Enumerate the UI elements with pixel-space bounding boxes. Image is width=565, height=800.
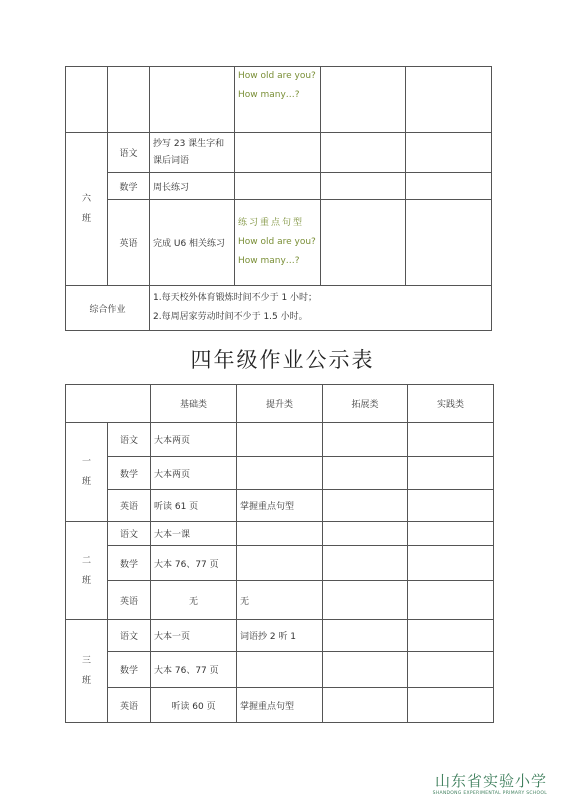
subject-cell: 英语 (108, 688, 151, 723)
improve-line-3: How many…? (238, 256, 300, 266)
continuation-line-1: How old are you? (238, 71, 316, 81)
page-title: 四年级作业公示表 (190, 348, 375, 372)
basic-cell: 听读 60 页 (151, 688, 237, 723)
table-row (66, 522, 494, 546)
continuation-improve-cell (235, 67, 321, 133)
subject-cell: 数学 (108, 173, 150, 200)
table-row (66, 581, 494, 620)
subject-cell: 数学 (108, 546, 151, 581)
improve-line-1: 练习重点句型 (238, 218, 305, 228)
comprehensive-line-1: 1.每天校外体育锻炼时间不少于 1 小时； (153, 293, 318, 303)
grade4-homework-table (65, 384, 494, 723)
school-name-cn: 山东省实验小学 (434, 772, 547, 790)
table-row (66, 200, 492, 286)
class-name-cell: 三 班 (66, 620, 108, 723)
basic-cell: 抄写 23 课生字和课后词语 (150, 133, 235, 173)
table-row (66, 652, 494, 688)
improve-line-2: How old are you? (238, 237, 316, 247)
comprehensive-row (66, 286, 492, 331)
class-name-cell: 一 班 (66, 423, 108, 522)
subject-cell: 英语 (108, 200, 150, 286)
subject-cell: 英语 (108, 490, 151, 522)
improve-cell (237, 457, 323, 490)
improve-cell (237, 423, 323, 457)
table-row (66, 173, 492, 200)
basic-cell: 无 (151, 581, 237, 620)
school-name-en: SHANDONG EXPERIMENTAL PRIMARY SCHOOL (432, 791, 547, 796)
basic-cell: 大本 76、77 页 (151, 652, 237, 688)
basic-cell: 听读 61 页 (151, 490, 237, 522)
basic-cell: 周长练习 (150, 173, 235, 200)
comprehensive-label: 综合作业 (66, 286, 150, 331)
improve-cell (235, 173, 321, 200)
basic-cell: 大本一课 (151, 522, 237, 546)
continuation-row (66, 67, 492, 133)
basic-cell: 大本两页 (151, 423, 237, 457)
class-name-cell: 二 班 (66, 522, 108, 620)
subject-cell: 数学 (108, 457, 151, 490)
improve-cell: 无 (237, 581, 323, 620)
header-improve: 提升类 (237, 385, 323, 423)
improve-cell: 掌握重点句型 (237, 490, 323, 522)
basic-cell: 大本 76、77 页 (151, 546, 237, 581)
table-row (66, 688, 494, 723)
table-row (66, 490, 494, 522)
header-extend: 拓展类 (323, 385, 408, 423)
improve-cell (235, 133, 321, 173)
subject-cell: 语文 (108, 620, 151, 652)
header-basic: 基础类 (151, 385, 237, 423)
basic-cell: 完成 U6 相关练习 (150, 200, 235, 286)
header-row (66, 385, 494, 423)
subject-cell: 语文 (108, 522, 151, 546)
continuation-line-2: How many…? (238, 90, 300, 100)
subject-cell: 语文 (108, 133, 150, 173)
basic-cell: 大本两页 (151, 457, 237, 490)
improve-cell (235, 200, 321, 286)
subject-cell: 英语 (108, 581, 151, 620)
improve-cell: 词语抄 2 听 1 (237, 620, 323, 652)
improve-cell (237, 522, 323, 546)
subject-cell: 语文 (108, 423, 151, 457)
school-logo (433, 770, 547, 796)
comprehensive-line-2: 2.每周居家劳动时间不少于 1.5 小时。 (153, 312, 308, 322)
subject-cell: 数学 (108, 652, 151, 688)
table-row (66, 546, 494, 581)
class-name-cell: 六 班 (66, 133, 108, 286)
header-practice: 实践类 (408, 385, 494, 423)
table-row (66, 457, 494, 490)
improve-cell (237, 546, 323, 581)
improve-cell (237, 652, 323, 688)
basic-cell: 大本一页 (151, 620, 237, 652)
improve-cell: 掌握重点句型 (237, 688, 323, 723)
class6-homework-table (65, 66, 492, 331)
comprehensive-content (150, 286, 492, 331)
table-row (66, 620, 494, 652)
table-row (66, 423, 494, 457)
table-row (66, 133, 492, 173)
